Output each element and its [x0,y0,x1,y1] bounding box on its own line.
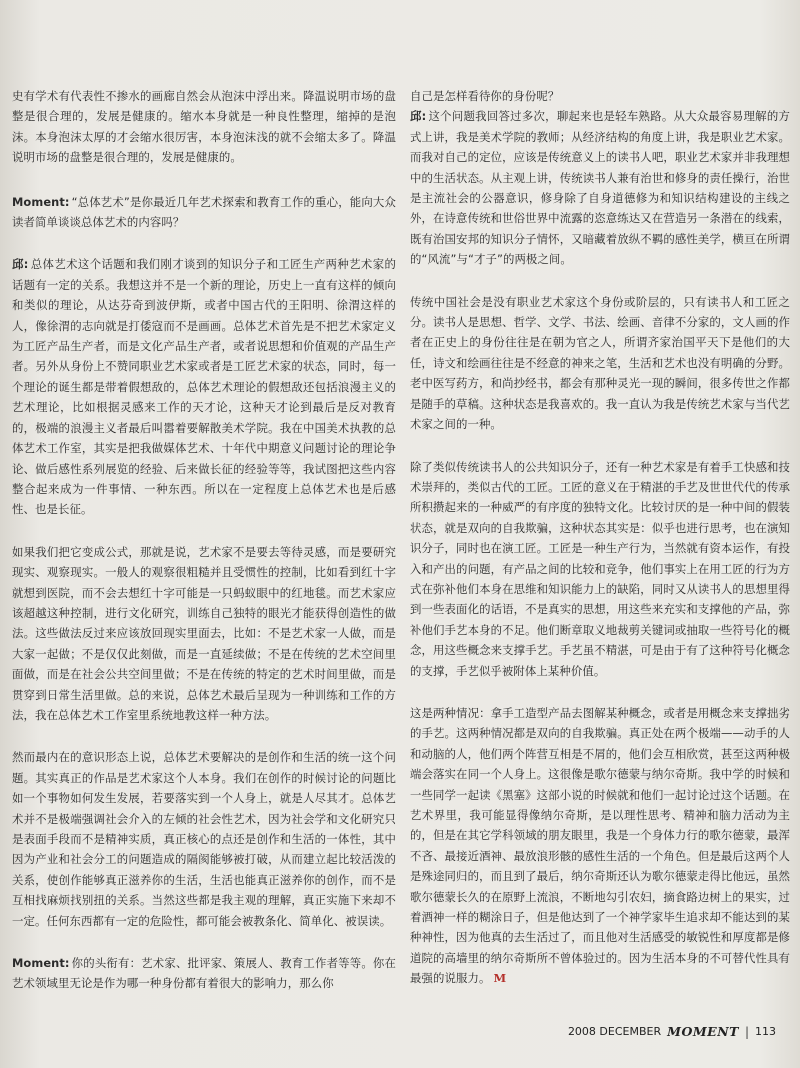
left-text-column [12,86,396,1016]
paragraph [410,703,790,989]
paragraph-text: 如果我们把它变成公式，那就是说，艺术家不是要去等待灵感，而是要研究现实、观察现实。一般人的观察很粗糙并且受惯性的控制，比如看到红十字就想到医院，而不会去想红十字可能是一只蚂蚁眼中的红地毯。而艺术家应该超越这种控制，进行文化研究，训练自己独特的眼光才能获得创造性的做法。这些做法反过来应该放回现实里面去，比如：不是艺术家一人做，而是大家一起做；不是仅仅此刻做，而是一直延续做；不是在传统的艺术空间里面做，而是在社会公共空间里做；不是在传统的特定的艺术时间里做，而是贯穿到日常生活里做。总的来说，总体艺术最后呈现为一种训练和工作的方法，我在总体艺术工作室里系统地教这样一种方法。 [12,544,396,722]
paragraph-text: 这个问题我回答过多次，聊起来也是轻车熟路。从大众最容易理解的方式上讲，我是美术学院的教师；从经济结构的角度上讲，我是职业艺术家。而我对自己的定位，应该是传统意义上的读书人吧，职业艺术家并非我理想中的生活状态。从主观上讲，传统读书人兼有治世和修身的责任操行，治世是主流社会的公器意识，修身除了自身道德修为和知识结构建设的主线之外，在诗意传统和世俗世界中流露的恣意练达又在营造另一条潜在的线索，既有治国安邦的知识分子情怀，又暗藏着放纵不羁的感性美学，横亘在所谓的“风流”与“才子”的两极之间。 [410,109,790,267]
issue-date: 2008 DECEMBER [567,1025,662,1038]
paragraph-text: 传统中国社会是没有职业艺术家这个身份或阶层的，只有读书人和工匠之分。读书人是思想、哲学、文学、书法、绘画、音律不分家的，文人画的作者在正史上的身份往往是在朝为官之人，所谓齐家治国平天下是他们的大任，诗文和绘画往往是不经意的神来之笔，生活和艺术也没有明确的分野。老中医写药方，和尚抄经书，都会有那种灵光一现的瞬间，很多传世之作都是随手的草稿。这种状态是我喜欢的。我一直认为我是传统艺术家与当代艺术家之间的一种。 [410,294,790,432]
paragraph [12,86,396,168]
paragraph-text: “总体艺术”是你最近几年艺术探索和教育工作的重心，能向大众读者简单谈谈总体艺术的内容吗？ [12,194,396,230]
paragraph-text: 总体艺术这个话题和我们刚才谈到的知识分子和工匠生产两种艺术家的话题有一定的关系。我想这并不是一个新的理论，历史上一直有这样的倾向和类似的理论，从达芬奇到波伊斯，或者中国古代的王阳明、徐渭这样的人，像徐渭的志向就是打倭寇而不是画画。总体艺术首先是不把艺术家定义为工匠产品生产者，而是文化产品生产者，或者说思想和价值观的产品生产者。另外从身份上不赞同职业艺术家或者是工匠艺术家的状态，同时，每一个理论的诞生都是带着假想敌的，总体艺术理论的假想敌还包括浪漫主义的艺术理论，比如根据灵感来工作的天才论，这种天才论到最后是反对教育的，极端的浪漫主义者最后叫嚣着要解散美术学院。我在中国美术执教的总体艺术工作室，其实是把我做媒体艺术、十年代中期意义问题讨论的理论争论、做后感性系列展览的经验、后来做长征的经验等等，我试图把这些内容整合起来成为一件事情、一种东西。所以在一定程度上总体艺术也是后感性、也是长征。 [12,257,396,517]
paragraph-text: 自己是怎样看待你的身份呢？ [410,89,560,103]
paragraph-text: 你的头衔有：艺术家、批评家、策展人、教育工作者等等。你在艺术领域里无论是作为哪一种身份都有着很大的影响力，那么你 [12,956,396,991]
paragraph-text: 史有学术有代表性不掺水的画廊自然会从泡沫中浮出来。降温说明市场的盘整是很合理的，发展是健康的。缩水本身就是一种良性整理，缩掉的是泡沫。本身泡沫太厚的才会缩水很厉害，本身泡沫浅的就不会缩太多了。降温说明市场的盘整是很合理的，发展是健康的。 [12,89,396,165]
page-footer [568,1024,776,1039]
paragraph [410,86,790,106]
paragraph-text: 这是两种情况：拿手工造型产品去图解某种概念，或者是用概念来支撑拙劣的手艺。这两种情况都是双向的自我欺骗。真正处在两个极端——动手的人和动脑的人，他们两个阵营互相是不屑的，他们会互相欣赏，甚至这两种极端会落实在同一个人身上。这很像是歌尔德蒙与纳尔奇斯。我中学的时候和一些同学一起读《黑塞》这部小说的时候就和他们一起讨论过这个话题。在艺术界里，我可能显得像纳尔奇斯，是以理性思考、精神和脑力活动为主的，但是在其它学科领域的朋友眼里，我是一个身体力行的歌尔德蒙，最浑不吝、最接近酒神、最放浪形骸的感性生活的一个角色。但是最后这两个人是殊途同归的，而且到了最后，纳尔奇斯还认为歌尔德蒙走得比他远，虽然歌尔德蒙长久的在原野上流浪，不断地勾引农妇，摘食路边树上的果实，过着酒神一样的糊涂日子，但是他达到了一个神学家毕生追求却不能达到的某种神性，因为他真的去生活过了，而且他对生活感受的敏锐性和厚度都是修道院的高墙里的纳尔奇斯所不曾体验过的。因为生活本身的不可替代性具有最强的说服力。 [410,705,790,986]
page-number: 113 [755,1025,776,1038]
article-end-mark: M [493,971,507,986]
speaker-label: 邱: [12,257,29,272]
paragraph [12,953,396,994]
paragraph [12,747,396,931]
right-text-column [410,86,790,1011]
paragraph-text: 除了类似传统读书人的公共知识分子，还有一种艺术家是有着手工快感和技术崇拜的，类似古代的工匠。工匠的意义在于精湛的手艺及世世代代的传承所积攒起来的一种威严的有序度的独特文化。比较讨厌的是一种中间的假装状态，就是双向的自我欺骗，这种状态其实是：似乎也进行思考，也在演知识分子，同时也在演工匠。工匠是一种生产行为，当然就有资本运作，有投入和产出的问题，有产品之间的比较和竞争，他们事实上在用工匠的行为方式在弥补他们本身在思维和知识能力上的缺陷，同时又从读书人的思想里得到一些表面化的话语，不是真实的思想，用这些来充实和支撑他的产品，弥补他们手艺本身的不足。他们断章取义地裁剪关键词或抽取一些符号化的概念，用这些概念来支撑手艺。手艺虽不精湛，可是由于有了这种符号化概念的支撑，手艺似乎被附体上某种价值。 [410,459,790,678]
speaker-label: 邱: [410,109,427,124]
speaker-label: Moment: [12,194,70,209]
paragraph [410,106,790,269]
footer-separator: | [744,1024,749,1039]
paragraph-text: 然而最内在的意识形态上说，总体艺术要解决的是创作和生活的统一这个问题。其实真正的作品是艺术家这个人本身。我们在创作的时候讨论的问题比如一个事物如何发生发展，若要落实到一个人身上，就是人尽其才。总体艺术并不是极端强调社会介入的左倾的社会性艺术，因为社会学和文化研究只是表面手段而不是精神实质，真正核心的点还是创作和生活的一体性，其中因为产业和社会分工的问题造成的隔阂能够被打破，从而建立起比较活泼的关系，使创作能够真正滋养你的生活，生活也能真正滋养你的创作，而不是互相找麻烦找别扭的关系。当然这些都是我主观的理解，真正实施下来却不一定。任何东西都有一定的危险性，都可能会被教条化、简单化、被误读。 [12,750,396,928]
paragraph [410,457,790,681]
paragraph [12,254,396,519]
paragraph [410,292,790,435]
paragraph [12,542,396,726]
speaker-label: Moment: [12,956,70,971]
magazine-brand: MOMENT [667,1024,739,1039]
paragraph [12,192,396,233]
